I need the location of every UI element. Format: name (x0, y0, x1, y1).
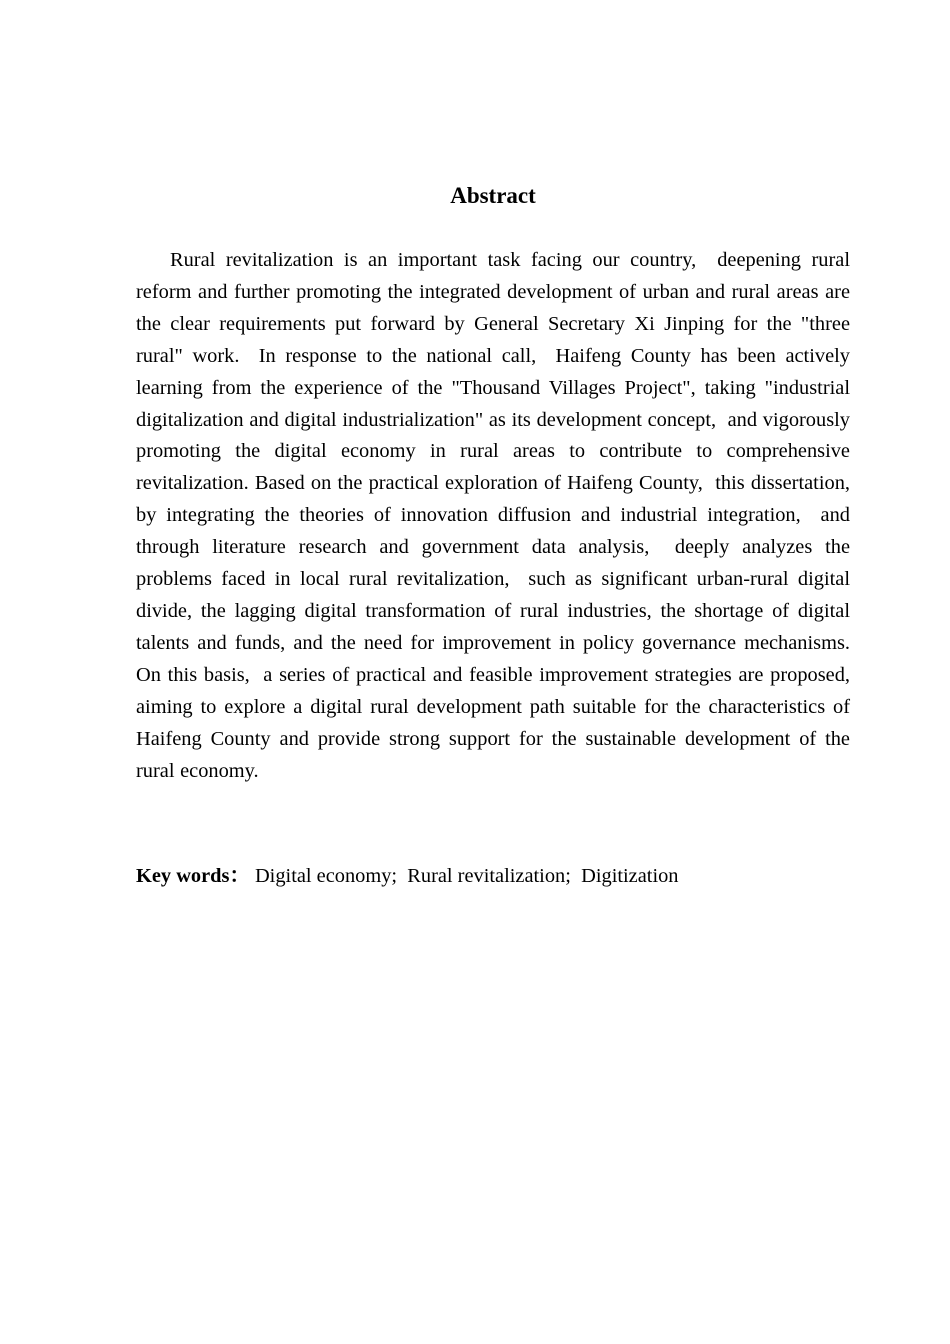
abstract-body: Rural revitalization is an important task facing our country, deepening rural reform and further promoting the integrated development of urban and rural areas are the clear requirements put forward by General Secretary Xi Jinping for the "three rural" work. In response to the national call, Haifeng County has been actively learning from the experience of the "Thousand Villages Project", taking "industrial digitalization and digital industrialization" as its development concept, and vigorously promoting the digital economy in rural areas to contribute to comprehensive revitalization. Based on the practical exploration of Haifeng County, this dissertation, by integrating the theories of innovation diffusion and industrial integration, and through literature research and government data analysis, deeply analyzes the problems faced in local rural revitalization, such as significant urban-rural digital divide, the lagging digital transformation of rural industries, the shortage of digital talents and funds, and the need for improvement in policy governance mechanisms. On this basis, a series of practical and feasible improvement strategies are proposed, aiming to explore a digital rural development path suitable for the characteristics of Haifeng County and provide strong support for the sustainable development of the rural economy. (136, 249, 862, 782)
abstract-title: Abstract (450, 183, 536, 208)
keywords-line (136, 861, 850, 891)
keywords-text: Digital economy; Rural revitalization; Digitization (249, 865, 679, 887)
keywords-label: Key words： (136, 865, 250, 887)
